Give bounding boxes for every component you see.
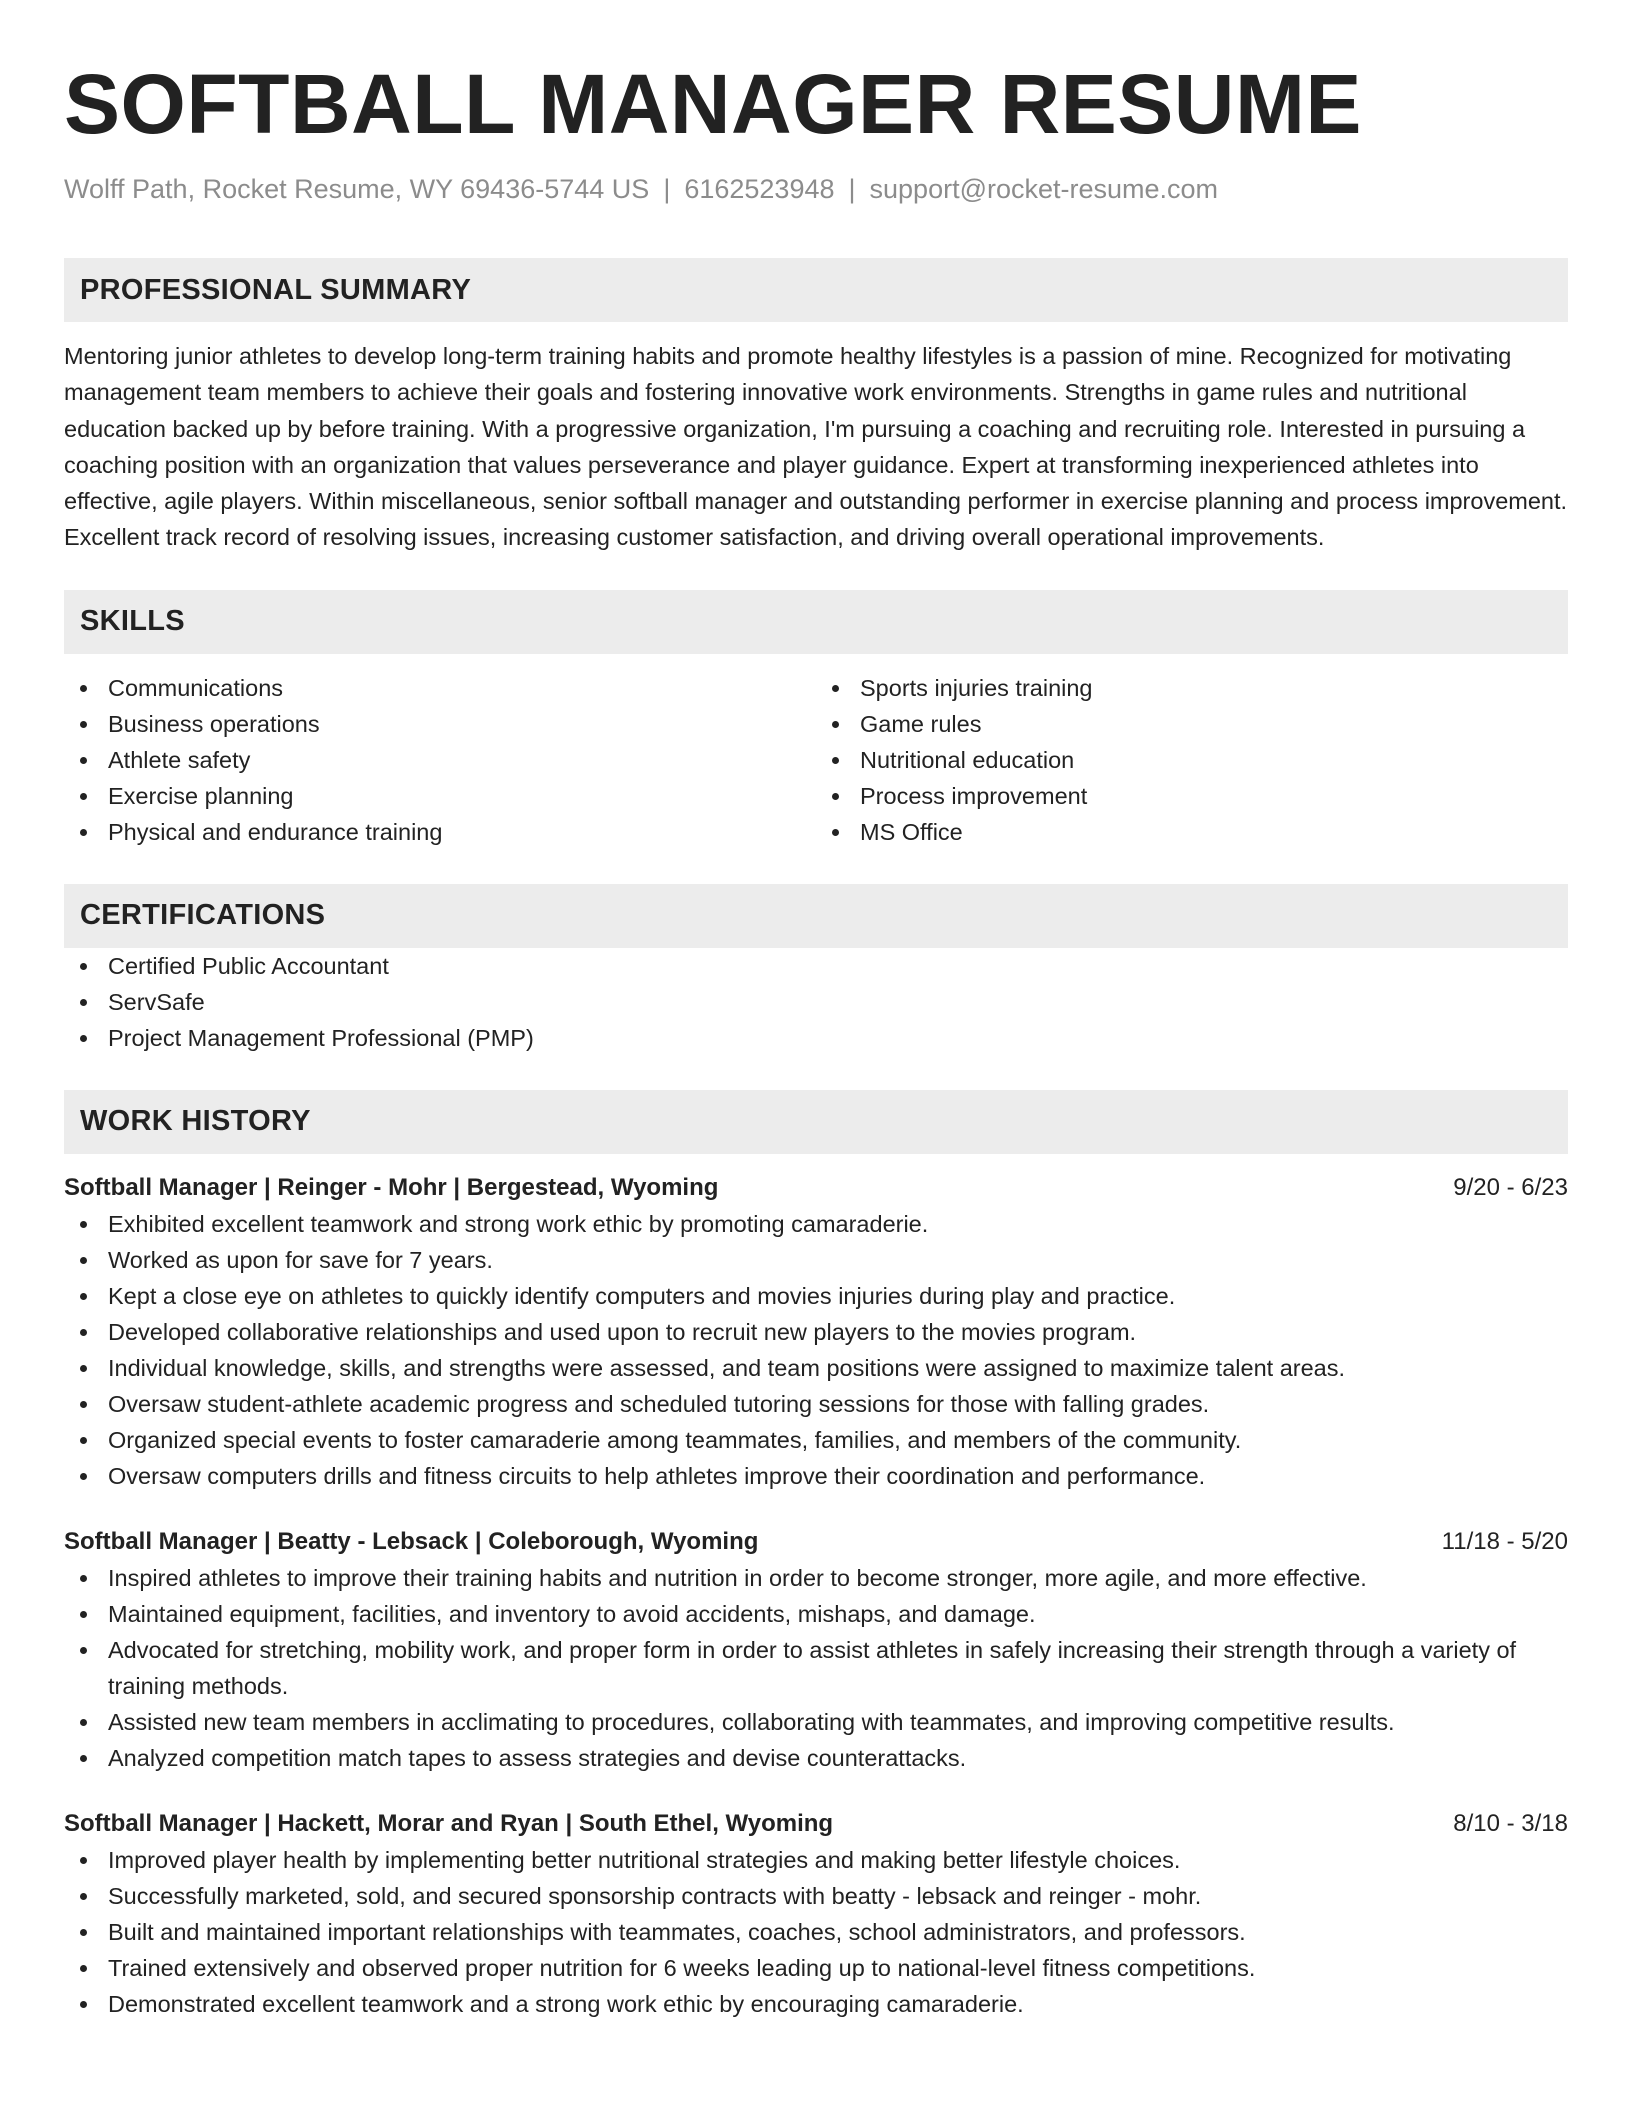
- job-bullet: Demonstrated excellent teamwork and a strong work ethic by encouraging camaraderie.: [64, 1986, 1568, 2022]
- job-dates: 9/20 - 6/23: [1453, 1173, 1568, 1201]
- summary-text: Mentoring junior athletes to develop long-term training habits and promote healthy lifestyles is a passion of mine. Recognized for motivating management team members to achieve their goals and fostering innovative work environments. Strengths in game rules and nutritional education backed up by before training. With a progressive organization, I'm pursuing a coaching and recruiting role. Interested in pursuing a coaching position with an organization that values perseverance and player guidance. Expert at transforming inexperienced athletes into effective, agile players. Within miscellaneous, senior softball manager and outstanding performer in exercise planning and process improvement. Excellent track record of resolving issues, increasing customer satisfaction, and driving overall operational improvements.: [64, 343, 1568, 551]
- job-title: Softball Manager | Hackett, Morar and Ryan | South Ethel, Wyoming: [64, 1809, 834, 1837]
- job-bullet: Exhibited excellent teamwork and strong work ethic by promoting camaraderie.: [64, 1206, 1568, 1242]
- certification-item: ServSafe: [64, 984, 1568, 1020]
- job-bullet: Individual knowledge, skills, and strengths were assessed, and team positions were assigned to maximize talent areas.: [64, 1350, 1568, 1386]
- job-header: [64, 1806, 1568, 1842]
- work-history-heading: WORK HISTORY: [64, 1090, 1568, 1154]
- contact-separator: |: [848, 174, 856, 204]
- contact-phone: 6162523948: [684, 174, 835, 204]
- skills-grid: [64, 670, 1568, 850]
- job-bullet: Worked as upon for save for 7 years.: [64, 1242, 1568, 1278]
- skill-item: Physical and endurance training: [64, 814, 816, 850]
- job-dates: 11/18 - 5/20: [1441, 1527, 1568, 1555]
- job-bullet: Analyzed competition match tapes to assess strategies and devise counterattacks.: [64, 1740, 1568, 1776]
- skills-heading: SKILLS: [64, 590, 1568, 654]
- job-bullets: [64, 1560, 1568, 1776]
- certification-item: Project Management Professional (PMP): [64, 1020, 1568, 1056]
- job-entry: [64, 1170, 1568, 1494]
- job-bullet: Trained extensively and observed proper nutrition for 6 weeks leading up to national-level fitness competitions.: [64, 1950, 1568, 1986]
- job-bullet: Maintained equipment, facilities, and inventory to avoid accidents, mishaps, and damage.: [64, 1596, 1568, 1632]
- job-bullet: Inspired athletes to improve their training habits and nutrition in order to become stronger, more agile, and more effective.: [64, 1560, 1568, 1596]
- job-bullets: [64, 1842, 1568, 2022]
- contact-address: Wolff Path, Rocket Resume, WY 69436-5744 US: [64, 174, 650, 204]
- job-bullet: Oversaw student-athlete academic progress and scheduled tutoring sessions for those with falling grades.: [64, 1386, 1568, 1422]
- skill-item: Exercise planning: [64, 778, 816, 814]
- contact-line: [64, 172, 1568, 206]
- contact-separator: |: [663, 174, 671, 204]
- job-entry: [64, 1524, 1568, 1776]
- skills-column-left: [64, 670, 816, 850]
- skills-list-right: [816, 670, 1568, 850]
- skill-item: Business operations: [64, 706, 816, 742]
- job-bullet: Developed collaborative relationships and used upon to recruit new players to the movies program.: [64, 1314, 1568, 1350]
- job-bullet: Improved player health by implementing better nutritional strategies and making better lifestyle choices.: [64, 1842, 1568, 1878]
- job-bullet: Assisted new team members in acclimating to procedures, collaborating with teammates, and improving competitive results.: [64, 1704, 1568, 1740]
- job-bullet: Organized special events to foster camaraderie among teammates, families, and members of the community.: [64, 1422, 1568, 1458]
- contact-email: support@rocket-resume.com: [869, 174, 1219, 204]
- job-bullet: Oversaw computers drills and fitness circuits to help athletes improve their coordination and performance.: [64, 1458, 1568, 1494]
- job-title: Softball Manager | Beatty - Lebsack | Coleborough, Wyoming: [64, 1527, 759, 1555]
- resume-title: SOFTBALL MANAGER RESUME: [64, 57, 1362, 151]
- job-bullet: Kept a close eye on athletes to quickly identify computers and movies injuries during play and practice.: [64, 1278, 1568, 1314]
- job-dates: 8/10 - 3/18: [1453, 1809, 1568, 1837]
- skills-column-right: [816, 670, 1568, 850]
- skill-item: Athlete safety: [64, 742, 816, 778]
- job-bullets: [64, 1206, 1568, 1494]
- job-header: [64, 1524, 1568, 1560]
- certifications-heading: CERTIFICATIONS: [64, 884, 1568, 948]
- job-bullet: Built and maintained important relationships with teammates, coaches, school administrators, and professors.: [64, 1914, 1568, 1950]
- summary-heading: PROFESSIONAL SUMMARY: [64, 258, 1568, 322]
- skills-list-left: [64, 670, 816, 850]
- job-bullet: Successfully marketed, sold, and secured sponsorship contracts with beatty - lebsack and reinger - mohr.: [64, 1878, 1568, 1914]
- skill-item: Nutritional education: [816, 742, 1568, 778]
- skill-item: Process improvement: [816, 778, 1568, 814]
- skill-item: MS Office: [816, 814, 1568, 850]
- certification-item: Certified Public Accountant: [64, 948, 1568, 984]
- job-header: [64, 1170, 1568, 1206]
- skill-item: Communications: [64, 670, 816, 706]
- skill-item: Sports injuries training: [816, 670, 1568, 706]
- certifications-list: [64, 948, 1568, 1056]
- job-bullet: Advocated for stretching, mobility work, and proper form in order to assist athletes in safely increasing their strength through a variety of training methods.: [64, 1632, 1568, 1704]
- job-title: Softball Manager | Reinger - Mohr | Bergestead, Wyoming: [64, 1173, 719, 1201]
- job-entry: [64, 1806, 1568, 2022]
- skill-item: Game rules: [816, 706, 1568, 742]
